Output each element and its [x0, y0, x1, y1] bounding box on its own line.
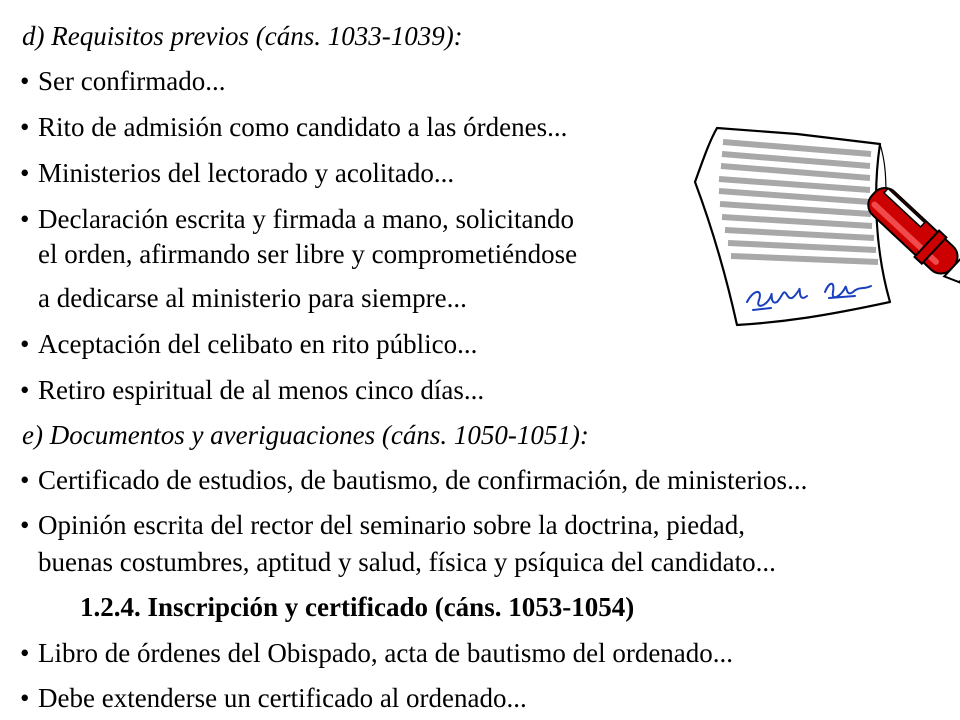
- list-item: • Libro de órdenes del Obispado, acta de bautismo del ordenado...: [20, 638, 733, 668]
- list-item: • Certificado de estudios, de bautismo, de confirmación, de ministerios...: [20, 465, 807, 495]
- list-item-continuation: el orden, afirmando ser libre y comprometiéndose: [38, 239, 578, 269]
- list-item-continuation: buenas costumbres, aptitud y salud, física y psíquica del candidato...: [38, 547, 776, 577]
- list-item: • Retiro espiritual de al menos cinco días...: [20, 375, 484, 405]
- section-d-heading: d) Requisitos previos (cáns. 1033-1039):: [22, 21, 463, 51]
- list-item: • Ser confirmado...: [20, 66, 225, 96]
- list-item: • Rito de admisión como candidato a las órdenes...: [20, 112, 567, 142]
- list-item: • Declaración escrita y firmada a mano, solicitando: [20, 204, 574, 234]
- list-item: • Debe extenderse un certificado al ordenado...: [20, 683, 527, 713]
- section-1-2-4-heading: 1.2.4. Inscripción y certificado (cáns. 1053-1054): [80, 592, 635, 622]
- signed-document-with-pen-icon: [675, 120, 960, 340]
- list-item-continuation: a dedicarse al ministerio para siempre...: [38, 283, 467, 313]
- section-e-heading: e) Documentos y averiguaciones (cáns. 1050-1051):: [22, 420, 589, 450]
- list-item: • Ministerios del lectorado y acolitado...: [20, 158, 454, 188]
- list-item: • Aceptación del celibato en rito público...: [20, 329, 477, 359]
- list-item: • Opinión escrita del rector del seminario sobre la doctrina, piedad,: [20, 510, 745, 540]
